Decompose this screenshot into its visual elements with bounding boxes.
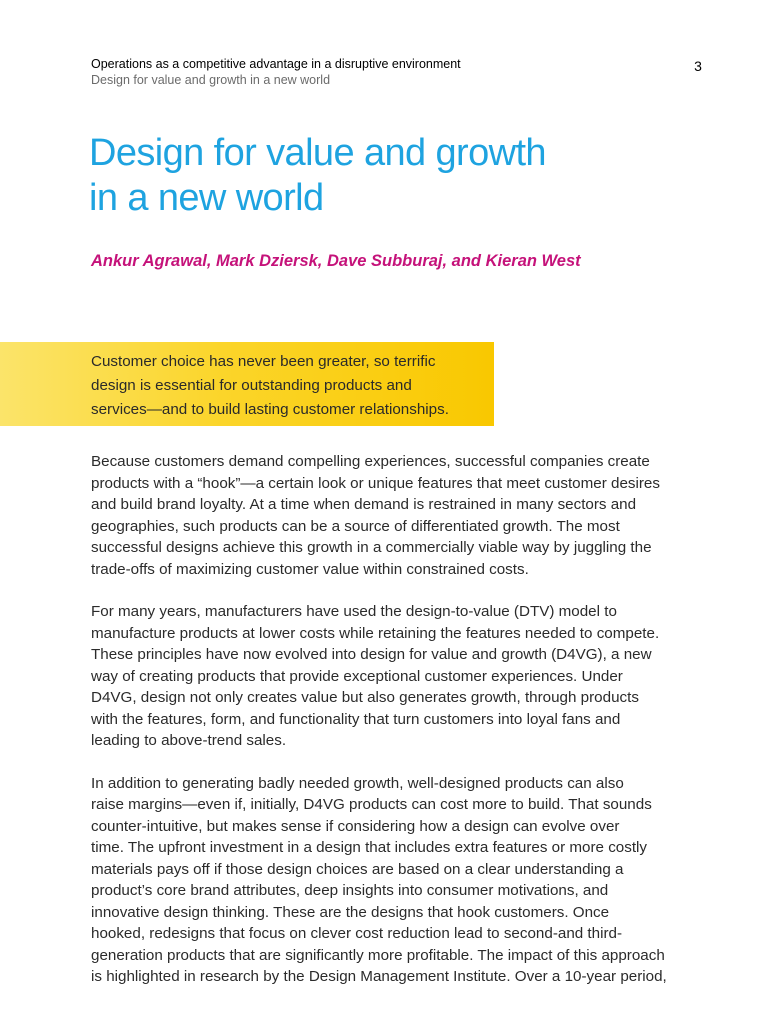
body-line: materials pays off if those design choices are based on a clear understanding a	[91, 860, 624, 878]
article-title	[89, 131, 729, 221]
body-line: counter-intuitive, but makes sense if considering how a design can evolve over	[91, 817, 620, 835]
body-line: leading to above-trend sales.	[91, 732, 287, 749]
body-line: raise margins—even if, initially, D4VG products can cost more to build. That sounds	[91, 796, 652, 813]
body-line: Because customers demand compelling experiences, successful companies create	[91, 453, 650, 470]
summary-line: Customer choice has never been greater, so terrific	[91, 353, 436, 370]
body-line: trade-offs of maximizing customer value within constrained costs.	[91, 560, 529, 578]
body-line: In addition to generating badly needed growth, well-designed products can also	[91, 774, 624, 792]
body-line: products with a “hook”—a certain look or unique features that meet customer desires	[91, 474, 660, 492]
running-head-publication: Operations as a competitive advantage in a disruptive environment	[91, 57, 461, 71]
body-line: way of creating products that provide exceptional customer experiences. Under	[91, 667, 623, 685]
summary-text	[91, 350, 491, 422]
page-number: 3	[694, 58, 702, 74]
title-line: in a new world	[89, 177, 324, 219]
body-paragraph	[91, 601, 711, 752]
summary-callout	[0, 342, 494, 426]
body-line: generation products that are significantly more profitable. The impact of this approach	[91, 946, 665, 964]
body-line: time. The upfront investment in a design that includes extra features or more costly	[91, 839, 648, 856]
body-line: with the features, form, and functionality that turn customers into loyal fans and	[91, 710, 621, 728]
body-line: successful designs achieve this growth in a commercially viable way by juggling the	[91, 539, 652, 556]
summary-line: services—and to build lasting customer relationships.	[91, 401, 449, 418]
article-body	[91, 451, 711, 1009]
running-head	[91, 56, 651, 88]
body-line: For many years, manufacturers have used the design-to-value (DTV) model to	[91, 603, 617, 620]
body-line: These principles have now evolved into design for value and growth (D4VG), a new	[91, 646, 652, 663]
body-line: geographies, such products can be a source of differentiated growth. The most	[91, 517, 620, 535]
title-line: Design for value and growth	[89, 132, 546, 174]
running-head-chapter: Design for value and growth in a new world	[91, 73, 331, 87]
summary-line: design is essential for outstanding products and	[91, 377, 412, 394]
body-line: hooked, redesigns that focus on clever cost reduction lead to second-and third-	[91, 925, 623, 942]
body-line: is highlighted in research by the Design Management Institute. Over a 10-year period,	[91, 968, 667, 985]
body-line: and build brand loyalty. At a time when demand is restrained in many sectors and	[91, 496, 637, 513]
body-line: innovative design thinking. These are the designs that hook customers. Once	[91, 903, 610, 921]
body-line: D4VG, design not only creates value but also generates growth, through products	[91, 689, 639, 706]
article-authors: Ankur Agrawal, Mark Dziersk, Dave Subburaj, and Kieran West	[91, 252, 581, 270]
body-line: manufacture products at lower costs while retaining the features needed to compete.	[91, 624, 660, 642]
body-paragraph	[91, 773, 711, 988]
body-line: product’s core brand attributes, deep insights into consumer motivations, and	[91, 882, 609, 899]
body-paragraph	[91, 451, 711, 580]
